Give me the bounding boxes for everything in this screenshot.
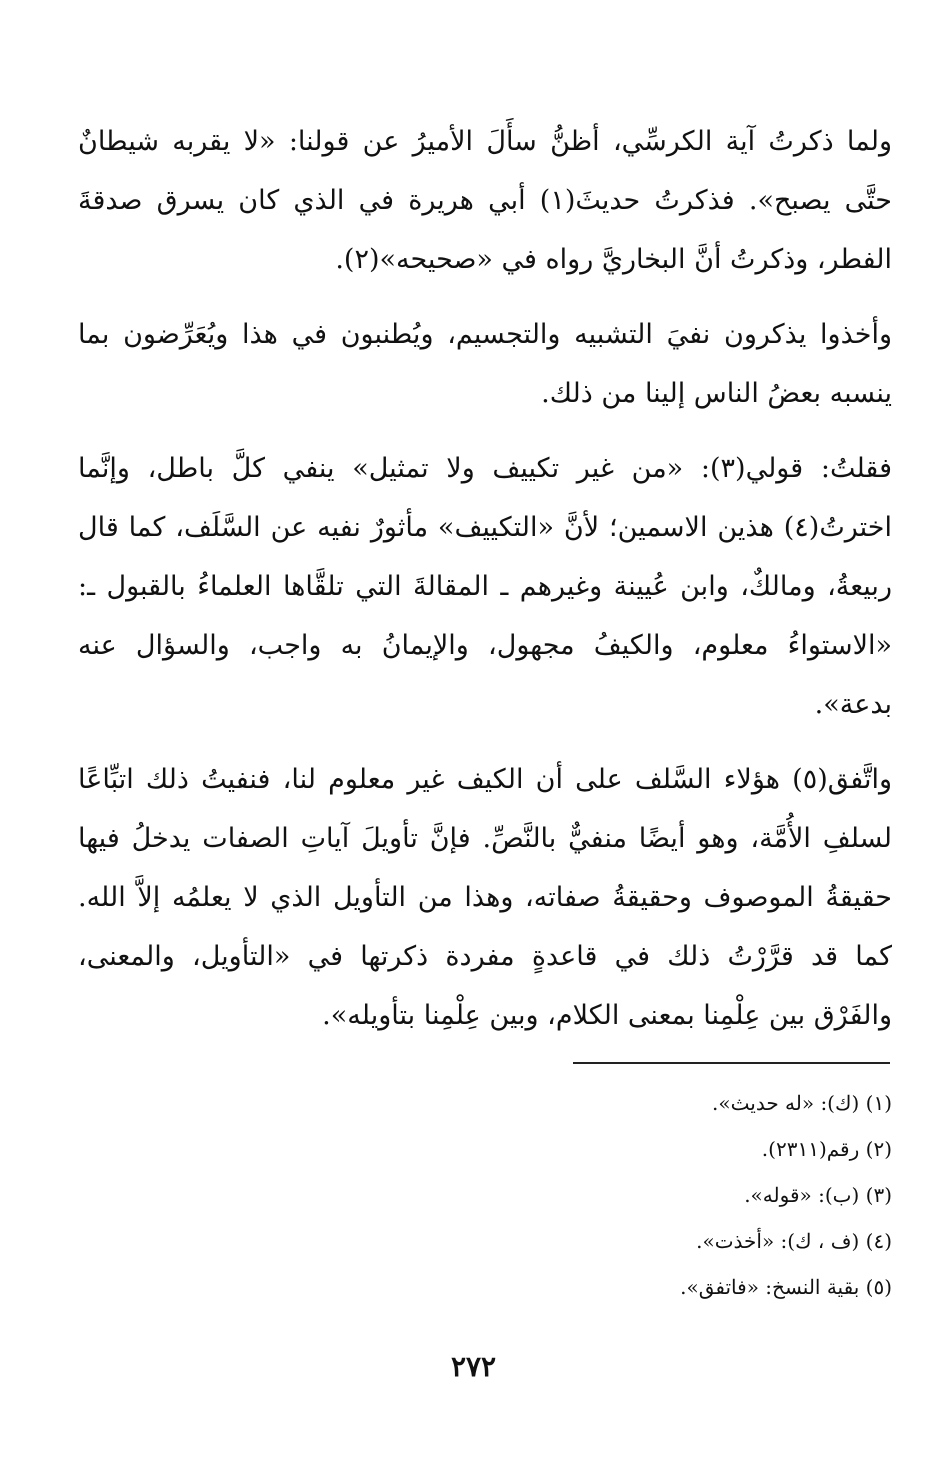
footnote: (٥) بقية النسخ: «فاتفق». <box>680 1275 892 1299</box>
footnote: (٤) (ف ، ك): «أخذت». <box>696 1229 892 1253</box>
footnote-divider <box>573 1062 890 1064</box>
footnote: (١) (ك): «له حديث». <box>712 1091 892 1115</box>
body-paragraph: ولما ذكرتُ آية الكرسِّي، أظنُّ سأَلَ الأميرُ عن قولنا: «لا يقربه شيطانٌ حتَّى يصبح». فذكرتُ حديثَ(١) أبي هريرة في الذي كان يسرق صدقةَ الفطر، وذكرتُ أنَّ البخاريَّ رواه في «صحيحه»(٢). <box>78 126 892 275</box>
footnote: (٣) (ب): «قوله». <box>744 1183 892 1207</box>
body-paragraph: وأخذوا يذكرون نفيَ التشبيه والتجسيم، ويُطنبون في هذا ويُعَرِّضون بما ينسبه بعضُ الناس إلينا من ذلك. <box>78 319 892 409</box>
page-number: ٢٧٢ <box>450 1350 497 1383</box>
footnote: (٢) رقم(٢٣١١). <box>761 1137 892 1161</box>
body-paragraph: واتَّفق(٥) هؤلاء السَّلف على أن الكيف غير معلوم لنا، فنفيتُ ذلك اتبِّاعًا لسلفِ الأُمَّة، وهو أيضًا منفيٌّ بالنَّصِّ. فإنَّ تأويلَ آياتِ الصفات يدخلُ فيها حقيقةُ الموصوف وحقيقةُ صفاته، وهذا من التأويل الذي لا يعلمُه إلاَّ الله. كما قد قرَّرْتُ ذلك في قاعدةٍ مفردة ذكرتها في «التأويل، والمعنى، والفَرْق بين عِلْمِنا بمعنى الكلام، وبين عِلْمِنا بتأويله». <box>78 764 892 1031</box>
body-paragraph: فقلتُ: قولي(٣): «من غير تكييف ولا تمثيل» ينفي كلَّ باطل، وإنَّما اخترتُ(٤) هذين الاسمين؛ لأنَّ «التكييف» مأثورٌ نفيه عن السَّلَف، كما قال ربيعةُ، ومالكٌ، وابن عُيينة وغيرهم ـ المقالةَ التي تلقَّاها العلماءُ بالقبول ـ: «الاستواءُ معلوم، والكيفُ مجهول، والإيمانُ به واجب، والسؤال عنه بدعة». <box>78 453 892 720</box>
footnotes <box>472 1080 892 1310</box>
